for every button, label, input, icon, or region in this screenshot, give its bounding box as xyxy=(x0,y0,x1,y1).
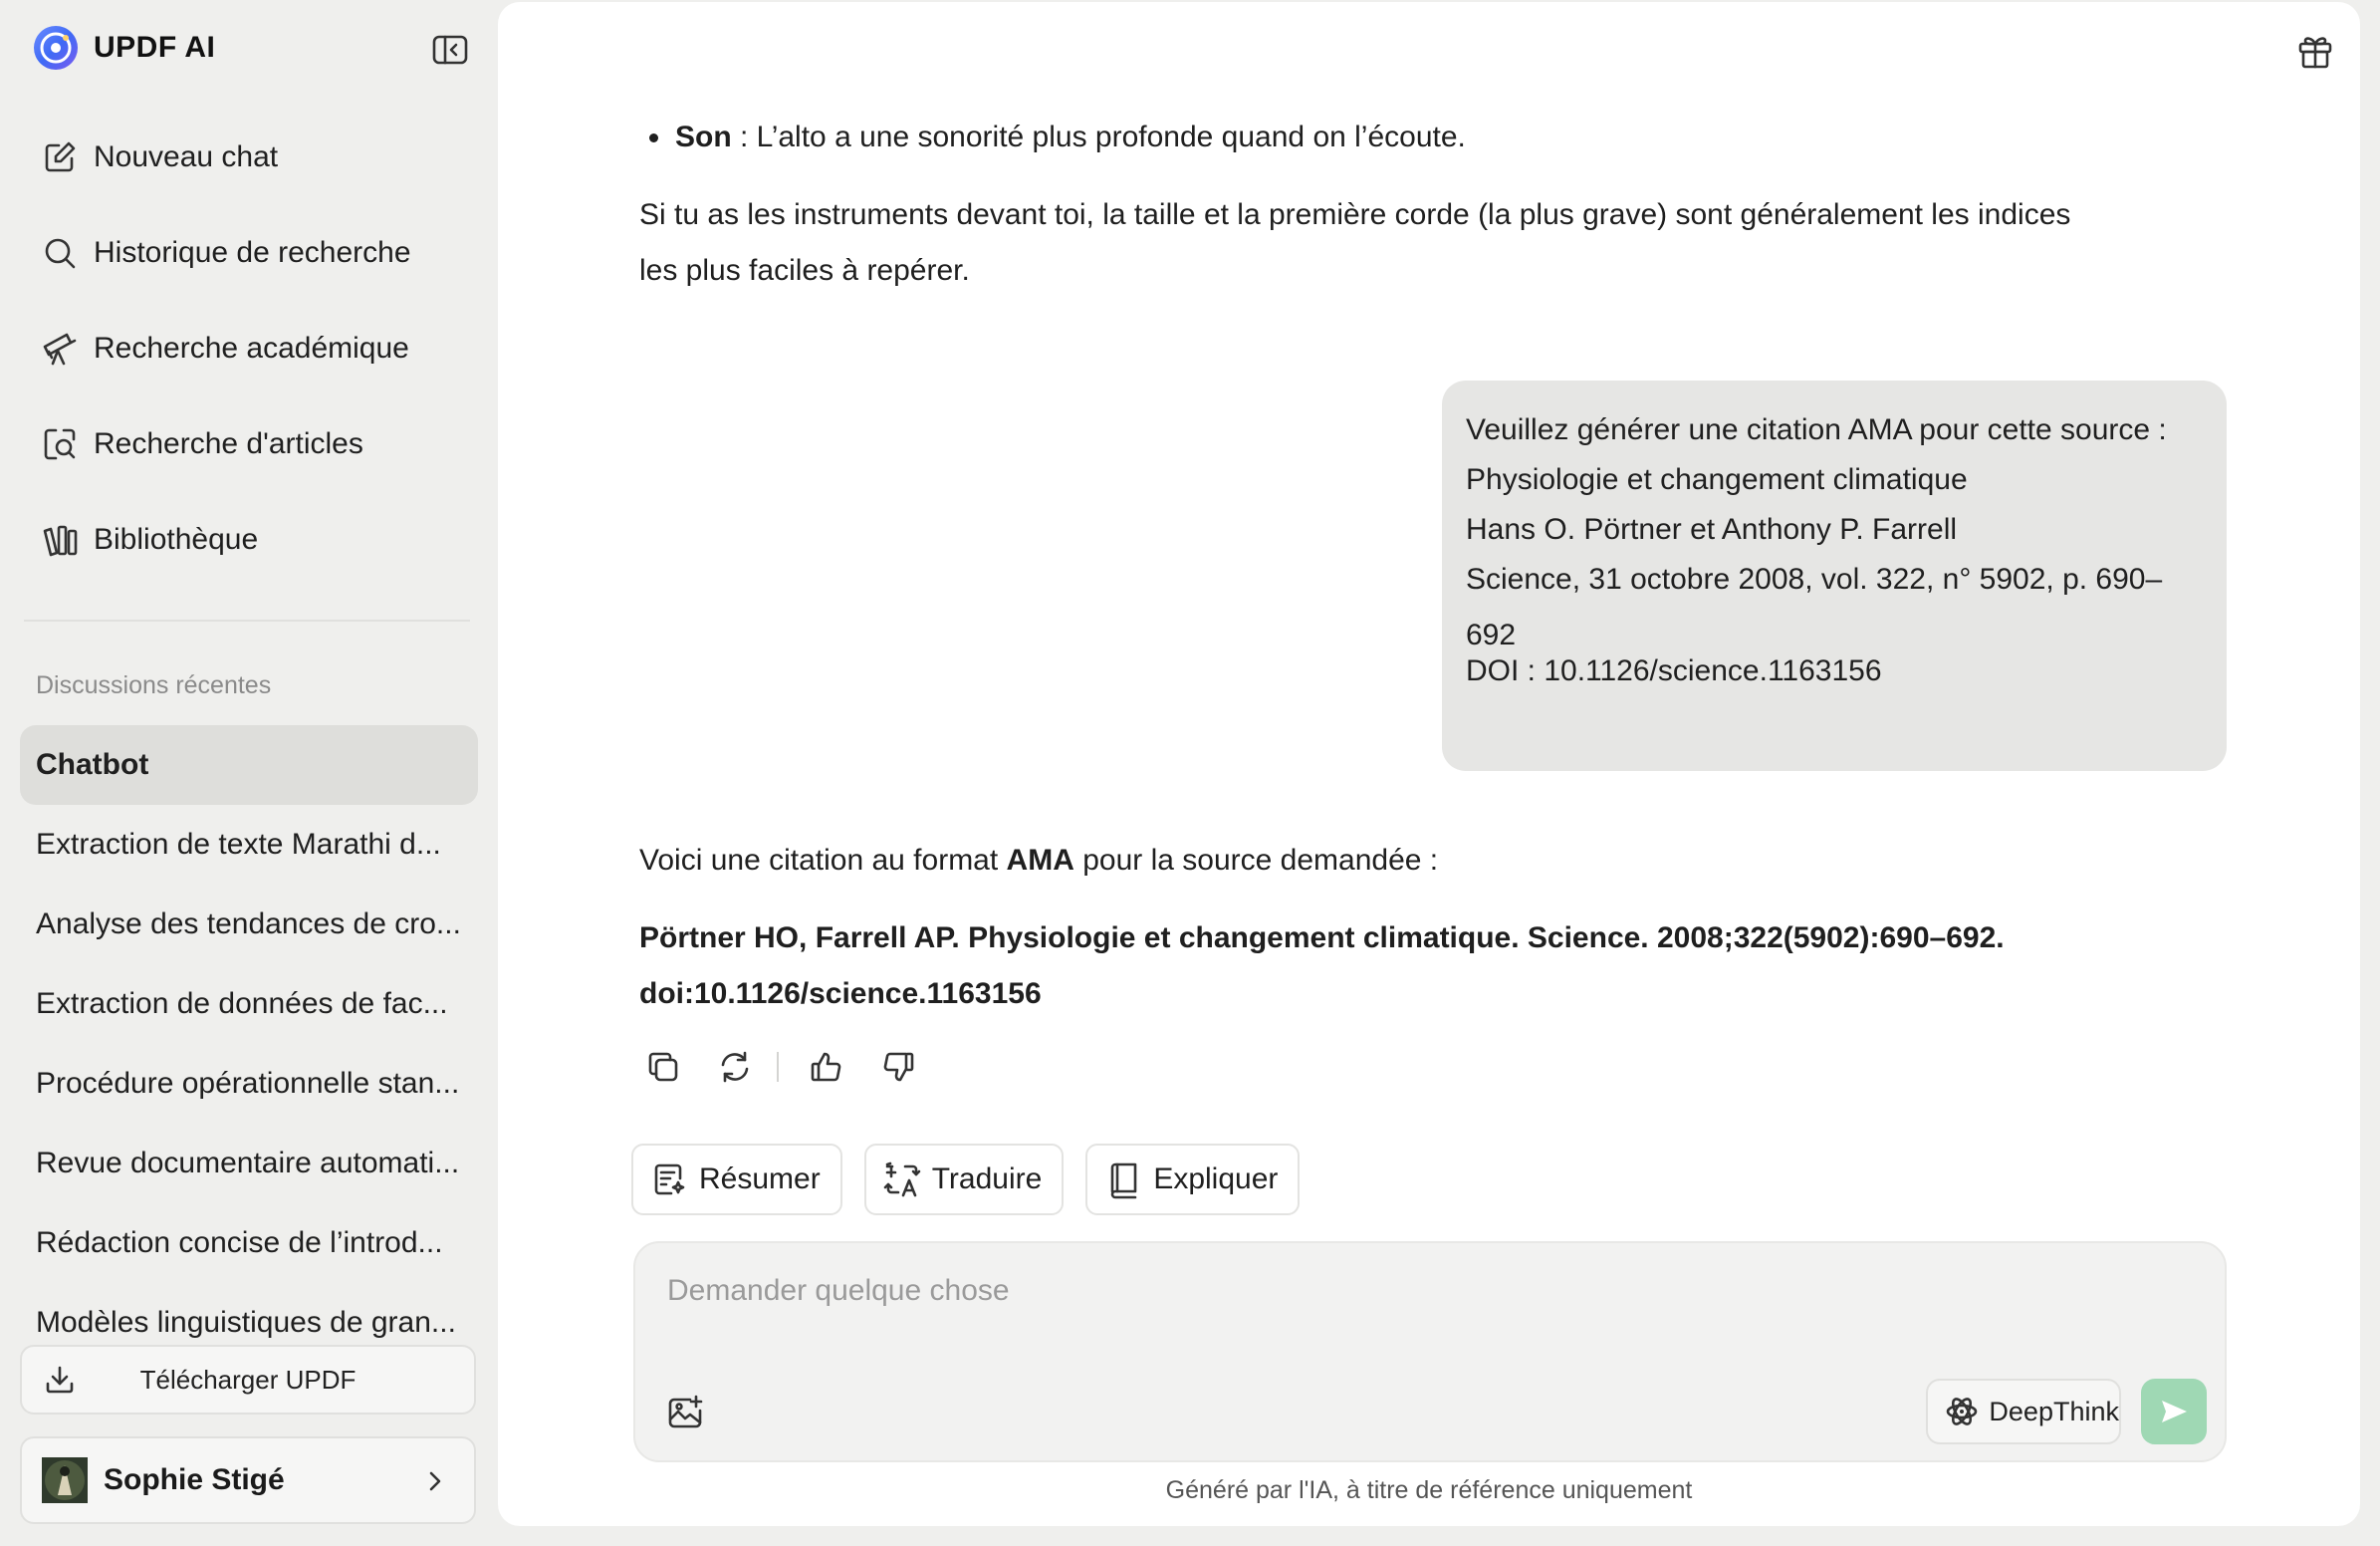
brand xyxy=(32,24,215,72)
article-search-icon xyxy=(40,424,80,464)
recent-chat-title: Rédaction concise de l’introd... xyxy=(36,1226,443,1259)
nav-library[interactable] xyxy=(22,504,470,576)
translate-label: Traduire xyxy=(931,1162,1043,1195)
recent-chat-item[interactable] xyxy=(20,885,478,964)
answer-intro-post: pour la source demandée : xyxy=(1073,844,1439,877)
copy-button[interactable] xyxy=(639,1043,687,1091)
gift-icon xyxy=(2297,32,2333,70)
chat-panel xyxy=(498,2,2360,1526)
image-upload-icon xyxy=(666,1395,704,1430)
thumbs-up-button[interactable] xyxy=(803,1043,850,1091)
assistant-paragraph: Si tu as les instruments devant toi, la taille et la première corde (la plus grave) sont généralement les indices les plus faciles à repérer. xyxy=(639,198,2071,287)
user-name: Sophie Stigé xyxy=(104,1463,285,1496)
recent-chat-item[interactable] xyxy=(20,1044,478,1124)
chevron-right-icon xyxy=(420,1466,450,1496)
summarize-button[interactable] xyxy=(631,1144,842,1215)
thumbs-down-button[interactable] xyxy=(874,1043,922,1091)
telescope-icon xyxy=(40,329,80,369)
app-name: UPDF AI xyxy=(94,31,216,64)
nav-academic-search[interactable] xyxy=(22,313,470,385)
atom-icon xyxy=(1944,1394,1979,1429)
thumbs-up-icon xyxy=(810,1050,843,1084)
recent-chats-list[interactable] xyxy=(20,725,478,1339)
nav-label: Historique de recherche xyxy=(94,236,411,269)
message-composer xyxy=(633,1241,2227,1462)
nav-label: Nouveau chat xyxy=(94,140,279,173)
user-message-line: Physiologie et changement climatique xyxy=(1466,463,1968,496)
nav-article-search[interactable] xyxy=(22,408,470,480)
recent-chat-item[interactable] xyxy=(20,1203,478,1283)
answer-intro xyxy=(639,833,1438,889)
user-message-line: Veuillez générer une citation AMA pour cette source : xyxy=(1466,413,2167,446)
answer-intro-pre: Voici une citation au format xyxy=(639,844,1007,877)
sidebar-divider xyxy=(24,620,470,622)
translate-icon xyxy=(882,1160,922,1199)
nav-search-history[interactable] xyxy=(22,217,470,289)
nav-label: Bibliothèque xyxy=(94,523,259,556)
answer-intro-format: AMA xyxy=(1006,844,1074,877)
recent-chat-item[interactable] xyxy=(20,964,478,1044)
explain-button[interactable] xyxy=(1085,1144,1300,1215)
ai-disclaimer: Généré par l'IA, à titre de référence uniquement xyxy=(1165,1476,1693,1504)
explain-label: Expliquer xyxy=(1153,1162,1279,1195)
answer-citation: Pörtner HO, Farrell AP. Physiologie et changement climatique. Science. 2008;322(5902):690–692. doi:10.1126/science.1163156 xyxy=(639,921,2005,1010)
user-profile-card[interactable] xyxy=(20,1436,476,1524)
summarize-label: Résumer xyxy=(699,1162,821,1195)
recent-chat-title: Extraction de texte Marathi d... xyxy=(36,828,441,861)
copy-icon xyxy=(646,1050,680,1084)
image-upload-button[interactable] xyxy=(663,1391,707,1434)
bullet-term: Son xyxy=(675,121,732,153)
recent-chat-item[interactable] xyxy=(20,725,478,805)
recent-chat-title: Modèles linguistiques de gran... xyxy=(36,1306,456,1339)
sidebar-toggle-icon xyxy=(432,34,468,66)
recent-chat-title: Analyse des tendances de cro... xyxy=(36,907,461,940)
download-updf-button[interactable] xyxy=(20,1345,476,1415)
edit-icon xyxy=(40,137,80,177)
updf-logo-icon xyxy=(32,24,80,72)
collapse-sidebar-button[interactable] xyxy=(428,30,472,70)
user-message-bubble xyxy=(1442,381,2227,771)
nav-label: Recherche d'articles xyxy=(94,427,363,460)
quick-actions xyxy=(631,1144,1321,1215)
user-message-line: Science, 31 octobre 2008, vol. 322, n° 5902, p. 690–692 xyxy=(1466,563,2163,651)
actions-separator xyxy=(777,1052,779,1082)
send-icon xyxy=(2158,1396,2190,1427)
bullet-point xyxy=(649,133,658,142)
send-button[interactable] xyxy=(2141,1379,2207,1444)
nav-label: Recherche académique xyxy=(94,332,409,365)
recent-chat-title: Extraction de données de fac... xyxy=(36,987,448,1020)
bullet-text xyxy=(675,110,1466,165)
user-message-line: DOI : 10.1126/science.1163156 xyxy=(1466,654,1882,687)
regenerate-button[interactable] xyxy=(711,1043,759,1091)
refresh-icon xyxy=(718,1050,752,1084)
thumbs-down-icon xyxy=(881,1050,915,1084)
recent-chat-item[interactable] xyxy=(20,805,478,885)
download-label: Télécharger UPDF xyxy=(139,1364,357,1395)
recent-chats-heading: Discussions récentes xyxy=(36,671,272,699)
gift-button[interactable] xyxy=(2292,28,2338,74)
recent-chat-title: Procédure opérationnelle stan... xyxy=(36,1067,460,1100)
bullet-rest: : L’alto a une sonorité plus profonde quand on l’écoute. xyxy=(731,121,1466,153)
recent-chat-title: Revue documentaire automati... xyxy=(36,1147,460,1179)
sidebar xyxy=(0,0,498,1546)
ask-input[interactable] xyxy=(665,1265,2163,1317)
avatar xyxy=(42,1457,88,1503)
deepthink-label: DeepThink xyxy=(1989,1396,2119,1426)
message-actions xyxy=(639,1042,946,1092)
recent-chat-title: Chatbot xyxy=(36,748,149,781)
user-message-line: Hans O. Pörtner et Anthony P. Farrell xyxy=(1466,513,1958,546)
nav-new-chat[interactable] xyxy=(22,122,470,193)
library-icon xyxy=(40,520,80,560)
deepthink-toggle[interactable] xyxy=(1926,1379,2121,1444)
translate-button[interactable] xyxy=(864,1144,1065,1215)
book-icon xyxy=(1103,1160,1143,1199)
search-icon xyxy=(40,233,80,273)
summarize-icon xyxy=(649,1160,689,1199)
recent-chat-item[interactable] xyxy=(20,1124,478,1203)
